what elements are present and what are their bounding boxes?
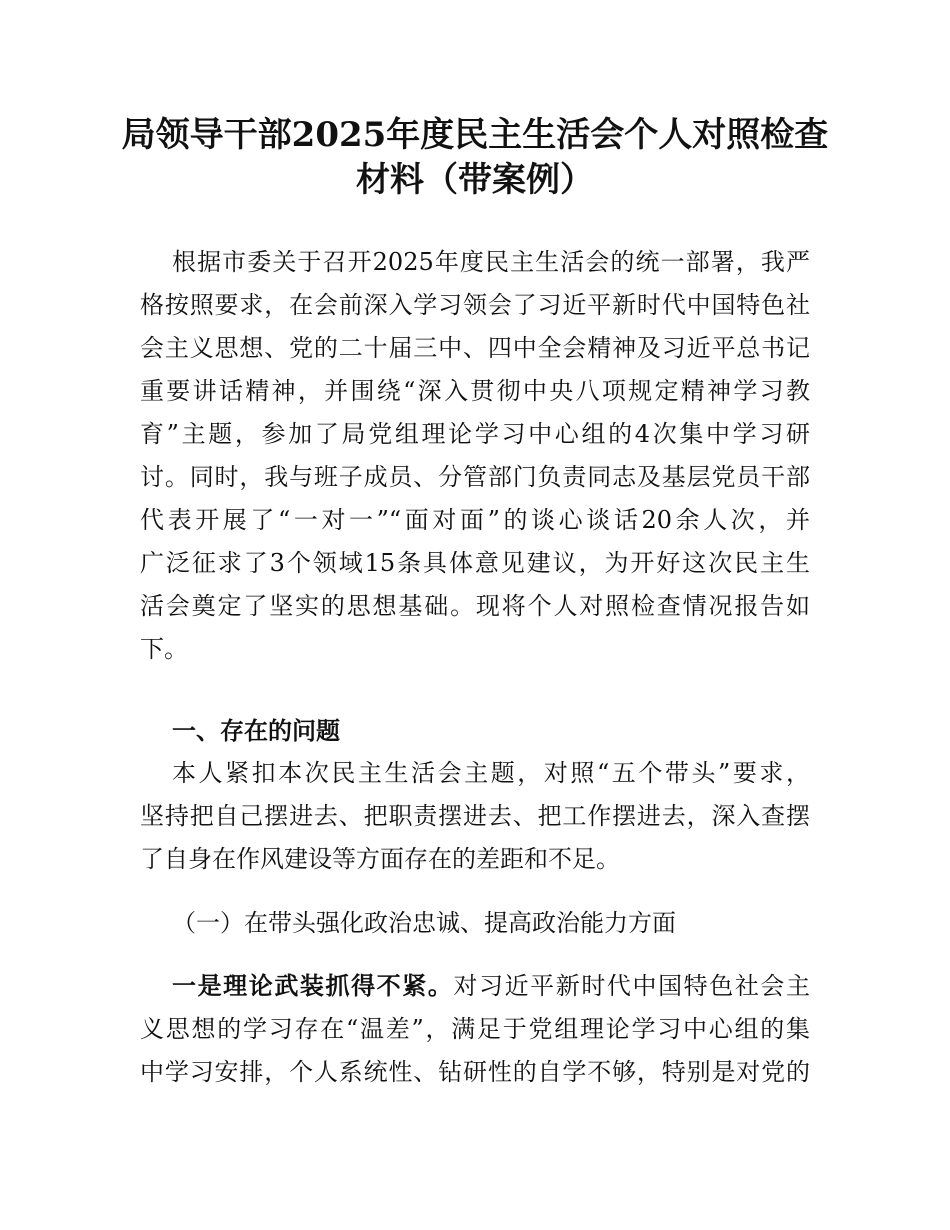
text-line: 中学习安排，个人系统性、钻研性的自学不够，特别是对党的 [140, 1058, 810, 1086]
lead-rest: 对习近平新时代中国特色社会主 [453, 972, 811, 1000]
text-line: 会主义思想、党的二十届三中、四中全会精神及习近平总书记 [140, 334, 810, 362]
text-line: 广泛征求了3个领域15条具体意见建议，为开好这次民主生 [140, 549, 810, 577]
title-line-1: 局领导干部2025年度民主生活会个人对照检查 [121, 115, 829, 155]
bold-lead: 一是理论武装抓得不紧。 [172, 971, 454, 1000]
text-line: 重要讲话精神，并围绕“深入贯彻中央八项规定精神学习教 [140, 377, 810, 405]
text-line: 育”主题，参加了局党组理论学习中心组的4次集中学习研 [140, 420, 810, 448]
text-line: 活会奠定了坚实的思想基础。现将个人对照检查情况报告如 [140, 592, 810, 620]
text-line: 坚持把自己摆进去、把职责摆进去、把工作摆进去，深入查摆 [140, 802, 810, 830]
text-line: 本人紧扣本次民主生活会主题，对照“五个带头”要求， [172, 759, 810, 787]
text-line [172, 971, 810, 1001]
text-line: 格按照要求，在会前深入学习领会了习近平新时代中国特色社 [140, 291, 810, 319]
subsection-heading: （一）在带头强化政治忠诚、提高政治能力方面 [172, 909, 676, 937]
text-line: 义思想的学习存在“温差”，满足于党组理论学习中心组的集 [140, 1015, 810, 1043]
text-line: 代表开展了“一对一”“面对面”的谈心谈话20余人次，并 [140, 506, 810, 534]
text-line: 下。 [140, 635, 188, 663]
text-line: 根据市委关于召开2025年度民主生活会的统一部署，我严 [172, 248, 810, 276]
text-line: 了自身在作风建设等方面存在的差距和不足。 [140, 845, 620, 873]
section-heading: 一、存在的问题 [172, 717, 340, 745]
title-line-2: 材料（带案例） [356, 160, 594, 200]
text-line: 讨。同时，我与班子成员、分管部门负责同志及基层党员干部 [140, 463, 810, 491]
